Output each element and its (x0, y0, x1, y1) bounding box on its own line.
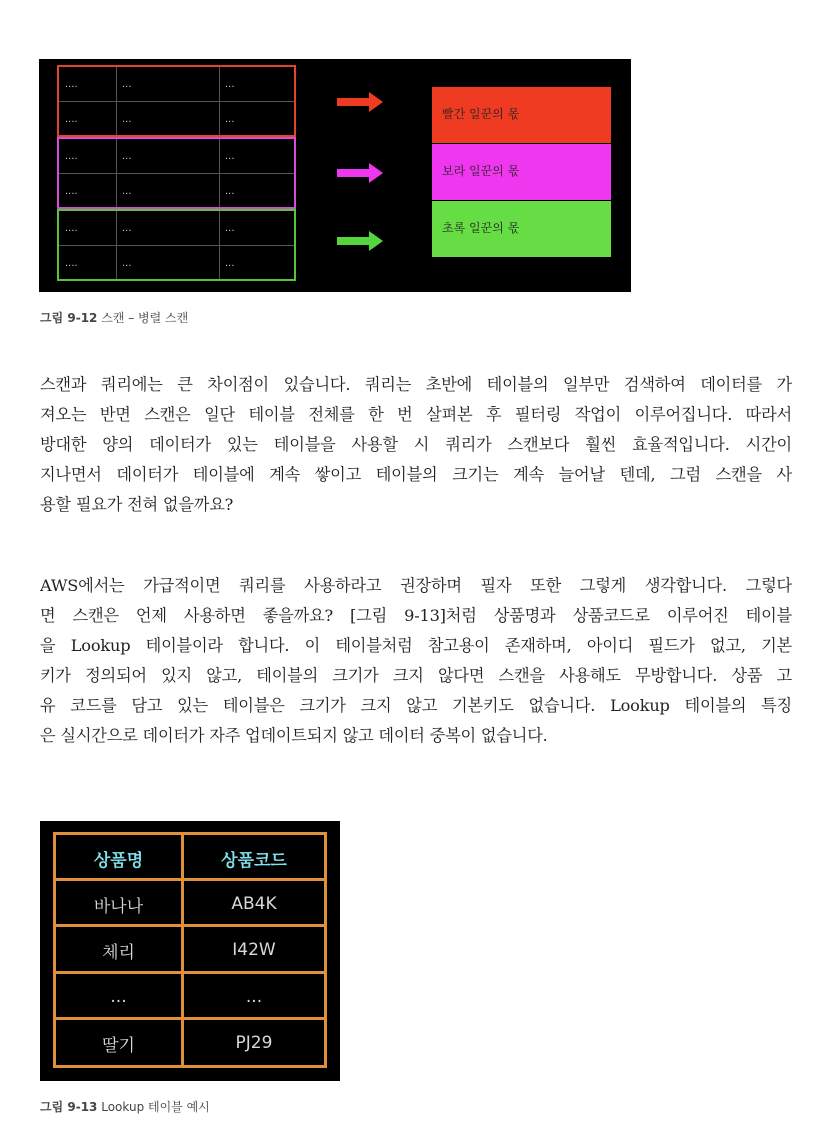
paragraph-line: 을 Lookup 테이블이라 합니다. 이 테이블처럼 참고용이 존재하며, 아이디 필드가 없고, 기본 (40, 636, 792, 655)
figure-caption-text: Lookup 테이블 예시 (97, 1100, 210, 1114)
red-arrow-icon (337, 92, 383, 112)
paragraph-line: 키가 정의되어 있지 않고, 테이블의 크기가 크지 않다면 스캔을 사용해도 무방합니다. 상품 고 (40, 666, 792, 685)
table-header-row (56, 835, 324, 881)
table-cell: ... (225, 258, 235, 269)
figure-number: 그림 9-12 (40, 311, 98, 325)
table-cell: .... (65, 79, 78, 90)
column-header-product-name: 상품명 (93, 850, 144, 871)
result-label: 빨간 일꾼의 몫 (442, 107, 520, 121)
table-row (56, 927, 324, 973)
table-cell: .... (65, 151, 78, 162)
table-row (59, 139, 294, 174)
table-row (59, 102, 294, 137)
red-worker-segment (57, 65, 296, 137)
table-cell: ... (122, 79, 132, 90)
table-cell: ... (122, 186, 132, 197)
purple-worker-segment (57, 137, 296, 209)
table-row (59, 67, 294, 102)
scan-table (57, 65, 296, 281)
table-cell: ... (225, 223, 235, 234)
purple-arrow-icon (337, 163, 383, 183)
body-paragraph (40, 370, 792, 520)
table-cell: ... (245, 987, 263, 1007)
table-cell: I42W (232, 940, 276, 960)
table-cell: PJ29 (235, 1033, 273, 1053)
body-paragraph (40, 571, 792, 751)
table-cell: ... (122, 258, 132, 269)
figure-caption (40, 309, 188, 326)
table-cell: 체리 (102, 942, 135, 963)
red-worker-result (432, 87, 611, 143)
lookup-table (53, 832, 327, 1068)
table-cell: 딸기 (102, 1035, 135, 1056)
table-cell: ... (122, 223, 132, 234)
table-cell: .... (65, 258, 78, 269)
lookup-table-figure (40, 821, 340, 1081)
table-row (56, 1020, 324, 1066)
table-row (56, 974, 324, 1020)
paragraph-line: 은 실시간으로 데이터가 자주 업데이트되지 않고 데이터 중복이 없습니다. (40, 726, 548, 745)
table-cell: ... (225, 79, 235, 90)
table-row (56, 881, 324, 927)
paragraph-line: 방대한 양의 데이터가 있는 테이블을 사용할 시 쿼리가 스캔보다 훨씬 효율적입니다. 시간이 (40, 435, 792, 454)
table-cell: ... (225, 186, 235, 197)
paragraph-line: 지나면서 데이터가 테이블에 계속 쌓이고 테이블의 크기는 계속 늘어날 텐데, 그럼 스캔을 사 (40, 465, 792, 484)
green-arrow-icon (337, 231, 383, 251)
paragraph-line: 스캔과 쿼리에는 큰 차이점이 있습니다. 쿼리는 초반에 테이블의 일부만 검색하여 데이터를 가 (40, 375, 792, 394)
figure-caption-text: 스캔 – 병렬 스캔 (97, 311, 189, 325)
paragraph-line: 져오는 반면 스캔은 일단 테이블 전체를 한 번 살펴본 후 필터링 작업이 이루어집니다. 따라서 (40, 405, 792, 424)
result-label: 초록 일꾼의 몫 (442, 221, 520, 235)
purple-worker-result (432, 144, 611, 200)
table-cell: .... (65, 186, 78, 197)
paragraph-line: 용할 필요가 전혀 없을까요? (40, 495, 234, 514)
parallel-scan-figure (39, 59, 631, 292)
table-cell: ... (122, 151, 132, 162)
result-label: 보라 일꾼의 몫 (442, 164, 520, 178)
green-worker-segment (57, 209, 296, 281)
table-cell: .... (65, 114, 78, 125)
table-row (59, 246, 294, 281)
table-cell: ... (122, 114, 132, 125)
figure-caption (40, 1098, 210, 1115)
green-worker-result (432, 201, 611, 257)
paragraph-line: 유 코드를 담고 있는 테이블은 크기가 크지 않고 기본키도 없습니다. Lookup 테이블의 특징 (40, 696, 792, 715)
table-cell: 바나나 (93, 896, 144, 917)
table-cell: ... (225, 114, 235, 125)
figure-number: 그림 9-13 (40, 1100, 98, 1114)
table-cell: ... (110, 987, 127, 1007)
column-header-product-code: 상품코드 (221, 850, 287, 871)
paragraph-line: AWS에서는 가급적이면 쿼리를 사용하라고 권장하며 필자 또한 그렇게 생각합니다. 그렇다 (40, 576, 792, 595)
table-cell: AB4K (231, 894, 277, 914)
table-cell: .... (65, 223, 78, 234)
paragraph-line: 면 스캔은 언제 사용하면 좋을까요? [그림 9-13]처럼 상품명과 상품코드로 이루어진 테이블 (40, 606, 792, 625)
table-cell: ... (225, 151, 235, 162)
table-row (59, 211, 294, 246)
table-row (59, 174, 294, 209)
